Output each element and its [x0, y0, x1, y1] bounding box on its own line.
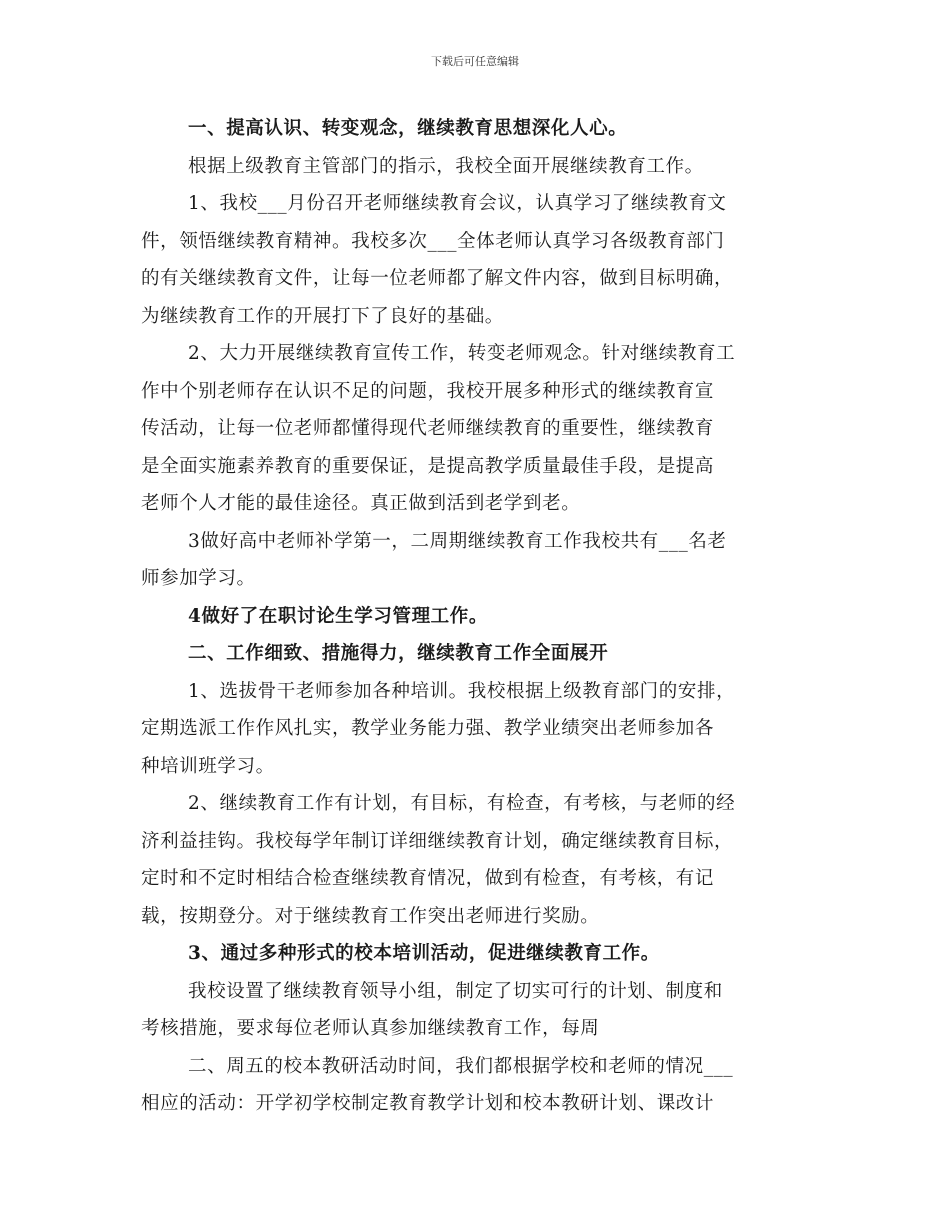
- text-line: 老师个人才能的最佳途径。真正做到活到老学到老。: [141, 493, 581, 514]
- text-line: 2、继续教育工作有计划，有目标，有检查，有考核，与老师的经: [188, 793, 736, 814]
- text-line: 的有关继续教育文件，让每一位老师都了解文件内容，做到目标明确，: [141, 268, 734, 289]
- text-line: 相应的活动：开学初学校制定教育教学计划和校本教研计划、课改计: [141, 1093, 715, 1114]
- text-line: 种培训班学习。: [141, 755, 275, 777]
- text-line: 4做好了在职讨论生学习管理工作。: [188, 605, 488, 627]
- text-line: 考核措施，要求每位老师认真参加继续教育工作，每周: [141, 1018, 600, 1039]
- text-line: 载，按期登分。对于继续教育工作突出老师进行奖励。: [141, 905, 600, 927]
- text-line: 师参加学习。: [141, 568, 256, 589]
- text-line: 3、通过多种形式的校本培训活动，促进继续教育工作。: [188, 943, 660, 964]
- text-line: 定时和不定时相结合检查继续教育情况，做到有检查，有考核，有记: [141, 868, 715, 889]
- document-body: [141, 110, 811, 1123]
- paragraph: [141, 148, 811, 186]
- page-header: 下载后可任意编辑: [431, 55, 519, 68]
- text-line: 1、我校___月份召开老师继续教育会议，认真学习了继续教育文: [188, 193, 727, 214]
- text-line: 件，领悟继续教育精神。我校多次___全体老师认真学习各级教育部门: [141, 230, 725, 252]
- subheading: [141, 935, 811, 973]
- paragraph: [141, 785, 811, 935]
- text-line: 定期选派工作作风扎实，教学业务能力强、教学业绩突出老师参加各: [141, 718, 715, 739]
- text-line: 我校设置了继续教育领导小组，制定了切实可行的计划、制度和: [188, 980, 723, 1002]
- subheading: [141, 598, 811, 636]
- text-line: 作中个别老师存在认识不足的问题，我校开展多种形式的继续教育宣: [141, 380, 715, 402]
- paragraph: [141, 335, 811, 523]
- text-line: 3做好高中老师补学第一，二周期继续教育工作我校共有___名老: [188, 530, 727, 552]
- text-line: 为继续教育工作的开展打下了良好的基础。: [141, 305, 504, 327]
- text-line: 是全面实施素养教育的重要保证，是提高教学质量最佳手段，是提高: [141, 455, 715, 477]
- paragraph: [141, 673, 811, 786]
- paragraph: [141, 523, 811, 598]
- text-line: 根据上级教育主管部门的指示，我校全面开展继续教育工作。: [188, 155, 704, 177]
- text-line: 传活动，让每一位老师都懂得现代老师继续教育的重要性，继续教育: [141, 418, 715, 439]
- paragraph: [141, 973, 811, 1048]
- paragraph: [141, 185, 811, 335]
- text-line: 1、选拔骨干老师参加各种培训。我校根据上级教育部门的安排，: [188, 680, 736, 702]
- text-line: 二、工作细致、措施得力，继续教育工作全面展开: [188, 643, 609, 664]
- text-line: 2、大力开展继续教育宣传工作，转变老师观念。针对继续教育工: [188, 343, 736, 364]
- text-line: 一、提高认识、转变观念，继续教育思想深化人心。: [188, 118, 628, 139]
- text-line: 济利益挂钩。我校每学年制订详细继续教育计划，确定继续教育目标，: [141, 830, 734, 852]
- section-heading-2: [141, 635, 811, 673]
- section-heading-1: [141, 110, 811, 148]
- paragraph: [141, 1048, 811, 1123]
- text-line: 二、周五的校本教研活动时间，我们都根据学校和老师的情况___: [188, 1055, 734, 1077]
